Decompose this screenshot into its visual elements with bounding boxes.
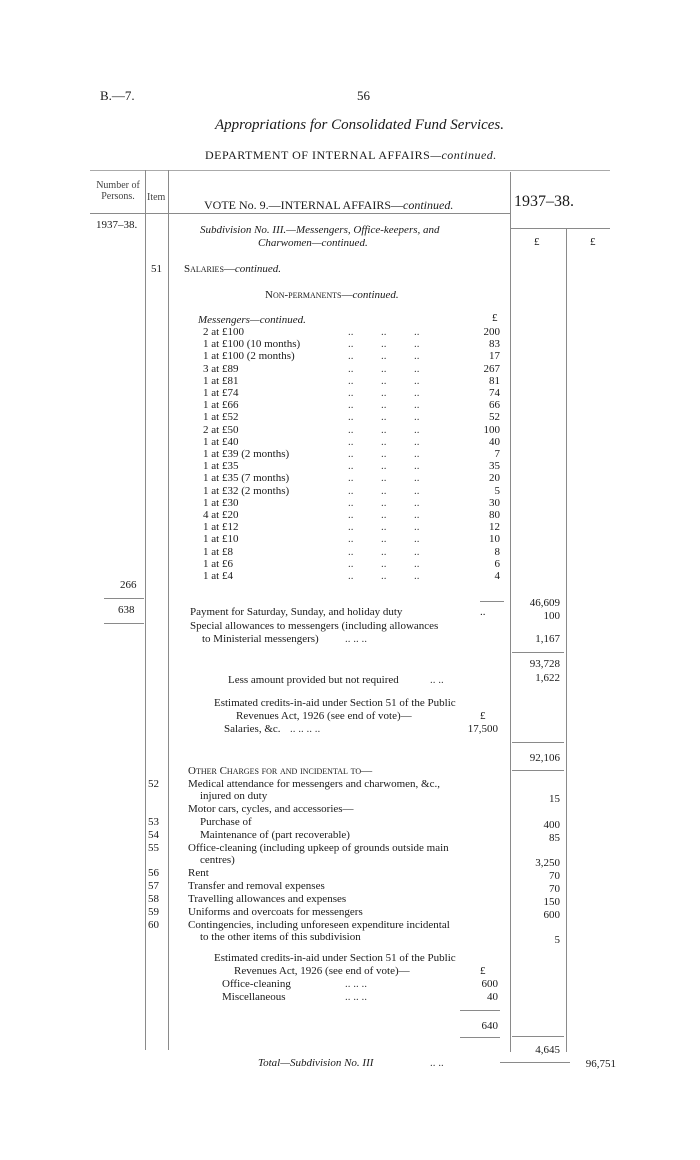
charge-amount: 5 xyxy=(554,934,560,946)
salary-row-label: 1 at £100 (10 months) xyxy=(203,338,301,351)
salaries-continued: continued. xyxy=(234,263,282,275)
charge-label: Purchase of xyxy=(200,816,252,828)
charge-label: Office-cleaning (including upkeep of grounds outside main xyxy=(188,842,449,854)
charge-amount: 70 xyxy=(549,870,560,882)
charge-amount: 600 xyxy=(543,909,560,921)
charge-label-continued: to the other items of this subdivision xyxy=(200,931,361,943)
salary-row xyxy=(203,533,500,546)
net-total-rule xyxy=(512,742,564,743)
salary-row-dots: .. .. .. xyxy=(348,545,420,558)
page-title: Appropriations for Consolidated Fund Services. xyxy=(215,117,505,133)
salary-row-amount: 66 xyxy=(489,399,500,412)
item-number: 58 xyxy=(148,893,159,905)
salary-row-dots: .. .. .. xyxy=(348,509,420,521)
item-column-rule xyxy=(168,170,169,1050)
amount-column-rule-left xyxy=(510,172,511,1052)
credit-row-label: Miscellaneous xyxy=(222,991,286,1003)
salary-row-label: 1 at £39 (2 months) xyxy=(203,448,290,460)
salaries-credits-pound: £ xyxy=(480,710,486,722)
year-column-header: 1937–38. xyxy=(514,193,574,210)
charge-label: Contingencies, including unforeseen expenditure incidental xyxy=(188,919,450,931)
salary-row xyxy=(203,472,500,485)
item-number: 56 xyxy=(148,867,159,879)
other-credits-line1: Estimated credits-in-aid under Section 51 of the Public xyxy=(214,952,456,964)
salary-row-label: 1 at £32 (2 months) xyxy=(203,484,290,497)
payment-dots: .. xyxy=(480,606,486,618)
charge-label: Uniforms and overcoats for messengers xyxy=(188,906,363,918)
item-number: 55 xyxy=(148,842,159,854)
salary-row-label: 1 at £10 xyxy=(203,533,239,546)
persons-column-header: Number of Persons. xyxy=(96,180,140,202)
persons-column-rule xyxy=(145,170,146,1050)
salary-row-dots: .. .. .. xyxy=(348,423,420,436)
item-number: 57 xyxy=(148,880,159,892)
salary-row-dots: .. .. .. xyxy=(348,374,420,387)
salaries-credits-dots: .. .. .. .. xyxy=(290,723,321,735)
salary-row xyxy=(203,424,500,437)
messengers-sum-rule xyxy=(480,601,504,602)
salary-row-dots: .. .. .. xyxy=(348,326,420,338)
other-credits-total-rule xyxy=(460,1037,500,1038)
salary-row-label: 2 at £50 xyxy=(203,423,239,436)
salary-row-amount: 7 xyxy=(494,448,500,460)
salary-row xyxy=(203,497,500,510)
salary-row xyxy=(203,399,500,412)
charge-amount: 3,250 xyxy=(535,857,560,869)
salary-row-amount: 40 xyxy=(489,435,500,448)
net-total-rule-bottom xyxy=(512,770,564,771)
salary-row-label: 1 at £52 xyxy=(203,411,239,424)
persons-subtotal-rule xyxy=(104,598,144,599)
charge-amount: 400 xyxy=(543,819,560,831)
other-credits-line2: Revenues Act, 1926 (see end of vote)— xyxy=(234,965,410,977)
salary-row-dots: .. .. .. xyxy=(348,557,420,570)
other-credits-total: 640 xyxy=(481,1020,498,1032)
persons-year: 1937–38. xyxy=(96,219,138,231)
payment-label: Payment for Saturday, Sunday, and holiday duty xyxy=(190,606,403,618)
salary-row-dots: .. .. .. xyxy=(348,435,420,448)
salary-row-amount: 80 xyxy=(489,509,500,521)
charge-amount: 70 xyxy=(549,883,560,895)
salary-row-label: 1 at £66 xyxy=(203,399,239,412)
charge-label: Maintenance of (part recoverable) xyxy=(200,829,350,841)
gross-total-rule xyxy=(512,652,564,653)
gross-total: 93,728 xyxy=(529,658,560,670)
salary-row-label: 1 at £40 xyxy=(203,435,239,448)
salary-row-dots: .. .. .. xyxy=(348,521,420,534)
charge-amount: 85 xyxy=(549,832,560,844)
salary-row-amount: 30 xyxy=(489,496,500,509)
amount-column-rule-mid xyxy=(566,228,567,1052)
salary-row-dots: .. .. .. xyxy=(348,496,420,509)
salary-row-amount: 81 xyxy=(489,374,500,387)
charge-label: Transfer and removal expenses xyxy=(188,880,325,892)
charge-amount: 15 xyxy=(549,793,560,805)
salary-row xyxy=(203,546,500,559)
salary-row-dots: .. .. .. xyxy=(348,338,420,351)
salary-row-label: 1 at £100 (2 months) xyxy=(203,350,295,363)
pound-column-header-1: £ xyxy=(534,236,540,248)
salaries-heading xyxy=(184,263,281,275)
special-allowances-line1: Special allowances to messengers (including allowances xyxy=(190,620,439,632)
salary-row-amount: 267 xyxy=(483,362,500,375)
item-number: 59 xyxy=(148,906,159,918)
salary-row-dots: .. .. .. xyxy=(348,570,420,582)
salary-row-amount: 20 xyxy=(489,472,500,485)
pound-column-header-2: £ xyxy=(590,236,596,248)
salary-row-amount: 100 xyxy=(483,423,500,436)
subdivision-total-label: Total—Subdivision No. III xyxy=(258,1057,374,1069)
subdivision-grand-total: 96,751 xyxy=(585,1058,616,1070)
salary-row-label: 1 at £35 (7 months) xyxy=(203,472,290,485)
item-number: 53 xyxy=(148,816,159,828)
special-allowances-dots: .. .. .. xyxy=(345,633,367,645)
salaries-label: Salaries— xyxy=(184,263,235,275)
other-charges-total-rule xyxy=(512,1036,564,1037)
charge-label: Rent xyxy=(188,867,209,879)
department-heading xyxy=(205,148,497,163)
salary-row-amount: 52 xyxy=(489,411,500,424)
salary-row xyxy=(203,363,500,376)
salary-row-dots: .. .. .. xyxy=(348,387,420,399)
vote-title-text: VOTE No. 9.—INTERNAL AFFAIRS— xyxy=(204,198,404,212)
page-number: 56 xyxy=(357,88,370,103)
salaries-subtotal: 46,609 xyxy=(529,597,560,609)
charge-label: Travelling allowances and expenses xyxy=(188,893,347,905)
vote-title xyxy=(204,198,453,213)
persons-total-rule xyxy=(104,623,144,624)
salary-row-dots: .. .. .. xyxy=(348,484,420,497)
less-amount-dots: .. .. xyxy=(430,674,444,686)
credit-row-amount: 40 xyxy=(487,991,498,1003)
salary-row-amount: 4 xyxy=(494,570,500,582)
charge-label-continued: centres) xyxy=(200,854,235,866)
salary-row-amount: 74 xyxy=(489,387,500,399)
salaries-credits-line2: Revenues Act, 1926 (see end of vote)— xyxy=(236,710,412,722)
salary-row xyxy=(203,509,500,522)
non-permanents-continued: continued. xyxy=(352,289,399,301)
salary-row xyxy=(203,448,500,461)
persons-total: 638 xyxy=(118,604,135,616)
item-column-header: Item xyxy=(147,192,166,203)
salary-row xyxy=(203,521,500,534)
salaries-credits-label: Salaries, &c. xyxy=(224,723,281,735)
salary-row-amount: 5 xyxy=(494,484,500,497)
salary-row-label: 1 at £12 xyxy=(203,521,239,534)
other-charges-total: 4,645 xyxy=(535,1044,560,1056)
salary-row-amount: 17 xyxy=(489,350,500,363)
salary-row-dots: .. .. .. xyxy=(348,411,420,424)
salary-row-amount: 200 xyxy=(483,326,500,338)
salary-row-label: 1 at £4 xyxy=(203,570,233,582)
department-name: DEPARTMENT OF INTERNAL AFFAIRS xyxy=(205,148,431,162)
salary-row-dots: .. .. .. xyxy=(348,399,420,412)
special-allowances-line2: to Ministerial messengers) xyxy=(202,633,319,645)
salary-row-label: 1 at £81 xyxy=(203,374,239,387)
salary-row xyxy=(203,558,500,571)
credit-row-dots: .. .. .. xyxy=(345,991,367,1003)
charge-amount: 150 xyxy=(543,896,560,908)
payment-amount: 100 xyxy=(543,610,560,622)
subdivision-heading-line2: Charwomen—continued. xyxy=(258,237,368,249)
messengers-heading: Messengers—continued. xyxy=(198,314,306,326)
charge-label: Motor cars, cycles, and accessories— xyxy=(188,803,354,815)
non-permanents-heading xyxy=(265,289,399,301)
salary-row-dots: .. .. .. xyxy=(348,448,420,460)
salary-row-label: 1 at £6 xyxy=(203,557,233,570)
charge-label-continued: injured on duty xyxy=(200,790,268,802)
salary-row xyxy=(203,387,500,400)
salary-row xyxy=(203,338,500,351)
salary-row-label: 1 at £74 xyxy=(203,387,239,399)
salary-row-amount: 12 xyxy=(489,521,500,534)
charge-label: Medical attendance for messengers and charwomen, &c., xyxy=(188,778,440,790)
other-charges-total-rule-bottom xyxy=(500,1062,570,1063)
subdivision-heading-line1: Subdivision No. III.—Messengers, Office-keepers, and xyxy=(200,224,440,236)
salary-row xyxy=(203,326,500,339)
salary-row-amount: 8 xyxy=(494,545,500,558)
item-number: 52 xyxy=(148,778,159,790)
other-credits-pound: £ xyxy=(480,965,486,977)
persons-subtotal: 266 xyxy=(120,579,137,591)
salary-row-label: 1 at £30 xyxy=(203,496,239,509)
credit-row-label: Office-cleaning xyxy=(222,978,291,990)
salary-row-label: 1 at £8 xyxy=(203,545,233,558)
salary-row xyxy=(203,460,500,473)
salaries-net-total: 92,106 xyxy=(529,752,560,764)
other-charges-heading: Other Charges for and incidental to— xyxy=(188,765,373,777)
salary-row xyxy=(203,436,500,449)
salary-row xyxy=(203,350,500,363)
credit-row-dots: .. .. .. xyxy=(345,978,367,990)
other-credits-rule xyxy=(460,1010,500,1011)
salary-row-label: 2 at £100 xyxy=(203,326,244,338)
salary-row xyxy=(203,411,500,424)
less-amount-label: Less amount provided but not required xyxy=(228,674,399,686)
salary-row-dots: .. .. .. xyxy=(348,460,420,473)
salary-row xyxy=(203,375,500,388)
salary-row-label: 3 at £89 xyxy=(203,362,239,375)
salary-row-label: 4 at £20 xyxy=(203,509,239,521)
salary-row-dots: .. .. .. xyxy=(348,362,420,375)
salaries-credits-amount: 17,500 xyxy=(467,723,498,735)
salary-row-amount: 10 xyxy=(489,533,500,546)
non-permanents-label: Non-permanents— xyxy=(265,289,353,301)
department-continued: —continued. xyxy=(430,148,497,162)
salary-row-dots: .. .. .. xyxy=(348,350,420,363)
salary-row-amount: 6 xyxy=(494,557,500,570)
salary-row xyxy=(203,570,500,583)
messengers-pound-sign: £ xyxy=(492,312,498,324)
item-number: 54 xyxy=(148,829,159,841)
item-number: 60 xyxy=(148,919,159,931)
salary-row-label: 1 at £35 xyxy=(203,460,239,473)
credit-row-amount: 600 xyxy=(481,978,498,990)
subdivision-total-dots: .. .. xyxy=(430,1057,444,1069)
less-amount: 1,622 xyxy=(535,672,560,684)
header-rule-bottom xyxy=(90,213,510,214)
salary-row-dots: .. .. .. xyxy=(348,533,420,546)
salary-row-amount: 83 xyxy=(489,338,500,351)
special-allowances-amount: 1,167 xyxy=(535,633,560,645)
salaries-credits-line1: Estimated credits-in-aid under Section 51 of the Public xyxy=(214,697,456,709)
document-reference: B.—7. xyxy=(100,88,135,103)
year-rule xyxy=(510,228,610,229)
salary-row-dots: .. .. .. xyxy=(348,472,420,485)
item-number-51: 51 xyxy=(151,263,162,275)
salary-row-amount: 35 xyxy=(489,460,500,473)
salary-row xyxy=(203,485,500,498)
vote-title-continued: continued. xyxy=(403,198,454,212)
